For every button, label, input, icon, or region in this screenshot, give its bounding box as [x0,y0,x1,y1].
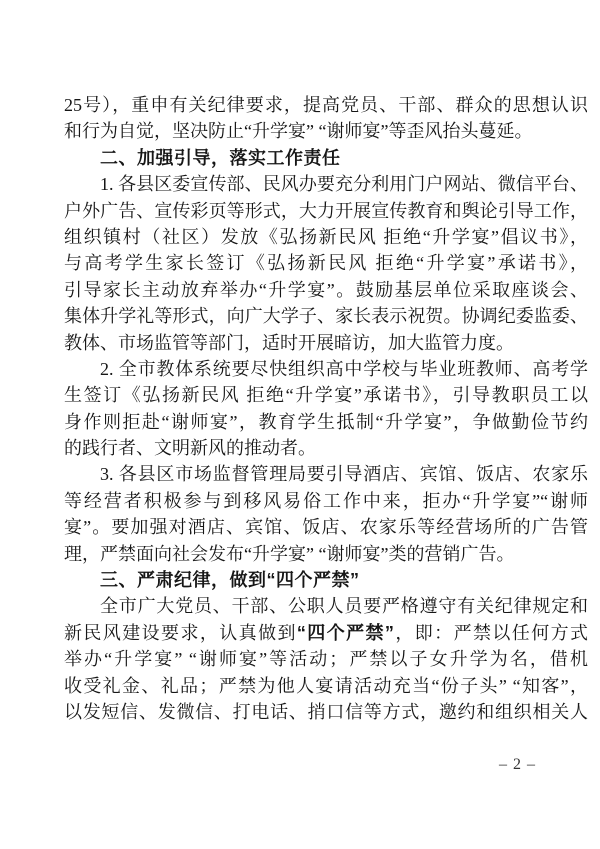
text-run: 教体、市场监管等部门，适时开展暗访，加大监管力度。 [64,332,514,353]
paragraph-line [64,303,588,329]
text-run: 全市广大党员、干部、公职人员要严格遵守有关纪律规定和 [100,596,588,617]
paragraph-line [64,382,588,408]
section-heading [64,567,588,593]
paragraph-line [64,673,588,699]
paragraph-line [64,435,588,461]
text-run: 与高考学生家长签订《弘扬新民风 拒绝“升学宴”承诺书》， [64,253,588,274]
paragraph-line [64,646,588,672]
text-run: 集体升学礼等形式，向广大学子、家长表示祝贺。协调纪委监委、 [64,306,588,327]
paragraph-line [64,488,588,514]
paragraph-line [64,250,588,276]
section-heading [64,145,588,171]
text-run: 3. 各县区市场监督管理局要引导酒店、宾馆、饭店、农家乐 [100,464,588,485]
paragraph-line [64,699,588,725]
paragraph-line [64,118,588,144]
document-body [64,92,588,725]
page-number: – 2 – [499,756,536,773]
paragraph-line [64,593,588,619]
bold-text-run: 三、严肃纪律，做到“四个严禁” [100,570,360,591]
paragraph-line [64,171,588,197]
text-run: ，即：严禁以任何方式 [393,622,589,643]
paragraph-line [64,224,588,250]
text-run: 和行为自觉，坚决防止“升学宴” “谢师宴”等歪风抬头蔓延。 [64,121,533,142]
text-run: 举办“升学宴” “谢师宴”等活动；严禁以子女升学为名，借机 [64,649,588,670]
paragraph-line [64,198,588,224]
bold-text-run: 二、加强引导，落实工作责任 [100,147,341,168]
text-run: 生签订《弘扬新民风 拒绝“升学宴”承诺书》，引导教职员工以 [64,385,588,406]
text-run: 组织镇村（社区）发放《弘扬新民风 拒绝“升学宴”倡议书》， [64,226,588,247]
bold-text-run: “四个严禁” [296,622,394,643]
text-run: 等经营者积极参与到移风易俗工作中来，拒办“升学宴”“谢师 [64,490,588,511]
text-run: 25号），重申有关纪律要求，提高党员、干部、群众的思想认识 [64,95,588,115]
paragraph-line [64,330,588,356]
paragraph-line [64,277,588,303]
text-run: 的践行者、文明新风的推动者。 [64,438,316,459]
text-run: 理，严禁面向社会发布“升学宴” “谢师宴”类的营销广告。 [64,543,515,564]
text-run: 新民风建设要求，认真做到 [64,622,297,643]
paragraph-line [64,356,588,382]
paragraph-line [64,461,588,487]
paragraph-line [64,514,588,540]
paragraph-line [64,92,588,118]
text-run: 户外广告、宣传彩页等形式，大力开展宣传教育和舆论引导工作， [64,200,588,221]
text-run: 2. 全市教体系统要尽快组织高中学校与毕业班教师、高考学 [100,358,588,379]
paragraph-line [64,409,588,435]
text-run: 身作则拒赴“谢师宴”，教育学生抵制“升学宴”，争做勤俭节约 [64,411,588,432]
text-run: 收受礼金、礼品；严禁为他人宴请活动充当“份子头” “知客”， [64,675,588,696]
paragraph-line [64,541,588,567]
text-run: 宴”。要加强对酒店、宾馆、饭店、农家乐等经营场所的广告管 [64,517,588,538]
text-run: 1. 各县区委宣传部、民风办要充分利用门户网站、微信平台、 [100,174,588,195]
text-run: 引导家长主动放弃举办“升学宴”。鼓励基层单位采取座谈会、 [64,279,588,300]
text-run: 以发短信、发微信、打电话、捎口信等方式，邀约和组织相关人 [64,701,588,722]
paragraph-line [64,620,588,646]
